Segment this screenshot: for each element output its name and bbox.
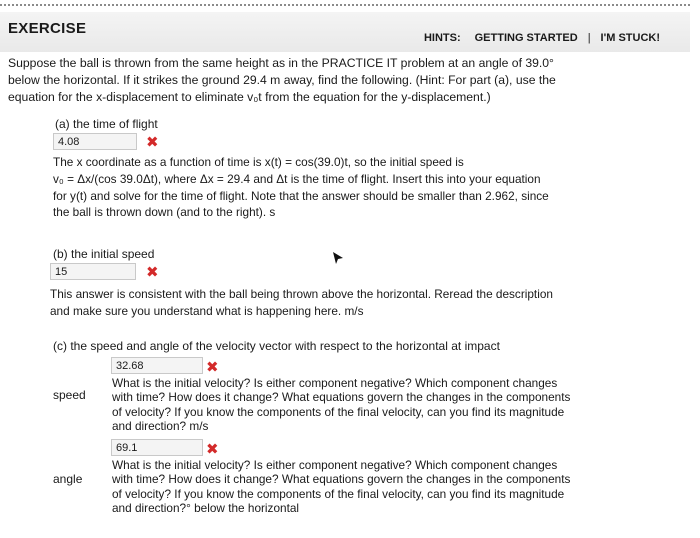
hints-bar	[424, 32, 660, 44]
intro-line-1: Suppose the ball is thrown from the same height as in the PRACTICE IT problem at an angle of 39.0°	[8, 56, 554, 70]
part-b-feedback	[50, 286, 670, 320]
angle-feedback-4: and direction?° below the horizontal	[112, 501, 300, 516]
part-a-feedback-2: v₀ = Δx/(cos 39.0Δt), where Δx = 29.4 and Δt is the time of flight. Insert this into your equation	[53, 171, 541, 186]
part-b-feedback-1: This answer is consistent with the ball being thrown above the horizontal. Reread the description	[50, 287, 553, 301]
speed-answer-field[interactable]: 32.68	[111, 357, 203, 374]
part-a-feedback-1: The x coordinate as a function of time is x(t) = cos(39.0)t, so the initial speed is	[53, 155, 464, 169]
part-a-answer-field[interactable]: 4.08	[53, 133, 137, 150]
exercise-title: EXERCISE	[8, 20, 87, 37]
angle-feedback	[112, 458, 672, 516]
wrong-x-icon: ✖	[146, 264, 159, 281]
angle-feedback-2: with time? How does it change? What equations govern the changes in the components	[112, 472, 571, 487]
part-a-feedback-3: for y(t) and solve for the time of flight. Note that the answer should be smaller than 2.962, since	[53, 188, 549, 203]
angle-feedback-1: What is the initial velocity? Is either component negative? Which component changes	[112, 458, 558, 472]
getting-started-link[interactable]: GETTING STARTED	[474, 32, 578, 44]
part-a-label: (a) the time of flight	[55, 117, 158, 131]
speed-feedback-3: of velocity? If you know the components of the final velocity, can you find its magnitude	[112, 404, 565, 419]
part-a-feedback	[53, 154, 653, 221]
part-b-answer-field[interactable]: 15	[50, 263, 136, 280]
part-b-feedback-2: and make sure you understand what is happening here. m/s	[50, 303, 364, 318]
part-b-label: (b) the initial speed	[53, 247, 155, 261]
angle-feedback-3: of velocity? If you know the components of the final velocity, can you find its magnitude	[112, 486, 565, 501]
intro-line-2: below the horizontal. If it strikes the ground 29.4 m away, find the following. (Hint: For part (a), use the	[8, 73, 556, 87]
speed-feedback-1: What is the initial velocity? Is either component negative? Which component changes	[112, 376, 558, 390]
part-a-feedback-4: the ball is thrown down (and to the right). s	[53, 205, 276, 220]
wrong-x-icon: ✖	[146, 134, 159, 151]
problem-statement	[8, 55, 648, 106]
speed-feedback	[112, 376, 672, 434]
angle-answer-field[interactable]: 69.1	[111, 439, 203, 456]
exercise-header	[0, 12, 690, 52]
wrong-x-icon: ✖	[206, 359, 219, 376]
angle-label: angle	[53, 472, 83, 486]
speed-feedback-4: and direction? m/s	[112, 419, 209, 434]
intro-line-3: equation for the x-displacement to eliminate v₀t from the equation for the y-displacement.)	[8, 90, 491, 104]
dotted-divider	[0, 4, 690, 6]
hints-label: HINTS:	[423, 32, 461, 44]
mouse-pointer-icon	[332, 251, 344, 265]
wrong-x-icon: ✖	[206, 441, 219, 458]
hints-separator: |	[587, 32, 591, 44]
speed-label: speed	[53, 388, 86, 402]
speed-feedback-2: with time? How does it change? What equations govern the changes in the components	[112, 390, 571, 405]
part-c-label: (c) the speed and angle of the velocity vector with respect to the horizontal at impact	[53, 339, 500, 353]
im-stuck-link[interactable]: I'M STUCK!	[600, 32, 660, 44]
